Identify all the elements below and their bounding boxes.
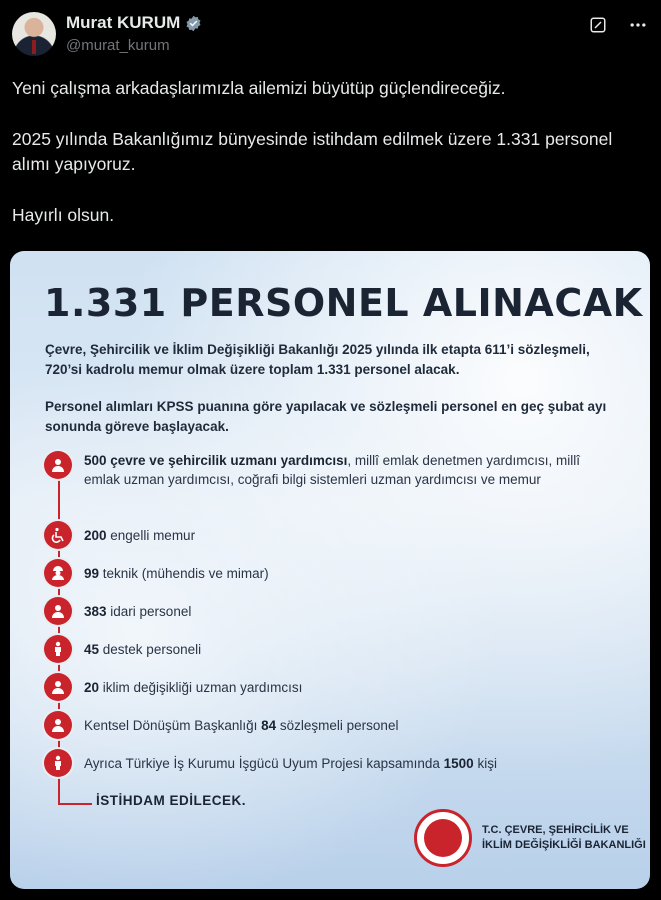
item-bold: 1500	[443, 756, 474, 771]
item-bold: 200	[84, 528, 107, 543]
ministry-name	[482, 823, 646, 853]
ministry-logo	[414, 809, 646, 867]
item-bold: 99	[84, 566, 100, 581]
item-rest: idari personel	[106, 604, 192, 619]
employ-dot: .	[241, 793, 247, 808]
list-item	[44, 749, 594, 777]
list-item	[44, 559, 594, 587]
verified-badge-icon	[185, 15, 202, 32]
item-rest: destek personeli	[99, 642, 202, 657]
item-rest: engelli memur	[106, 528, 196, 543]
card-title: 1.331 PERSONEL ALINACAK	[44, 281, 643, 325]
post-header	[12, 10, 649, 58]
list-item	[44, 451, 594, 489]
grok-icon[interactable]	[587, 14, 609, 36]
item-bold: 20	[84, 680, 100, 695]
worker-icon	[44, 451, 72, 479]
item-rest: sözleşmeli personel	[276, 718, 399, 733]
engineer-icon	[44, 559, 72, 587]
post-paragraph: Hayırlı olsun.	[12, 205, 115, 225]
urban-worker-icon	[44, 711, 72, 739]
card-intro-2: Personel alımları KPSS puanına göre yapılacak ve sözleşmeli personel en geç şubat ayı sonunda göreve başlayacak.	[45, 399, 607, 434]
item-bold: 45	[84, 642, 100, 657]
climate-expert-icon	[44, 673, 72, 701]
item-pre: Kentsel Dönüşüm Başkanlığı	[84, 718, 262, 733]
iskur-worker-icon	[44, 749, 72, 777]
admin-staff-icon	[44, 597, 72, 625]
post-image[interactable]	[10, 251, 650, 889]
avatar[interactable]	[12, 12, 56, 56]
list-item	[44, 521, 594, 549]
ministry-line-1: T.C. ÇEVRE, ŞEHİRCİLİK VE	[482, 824, 629, 836]
item-rest: iklim değişikliği uzman yardımcısı	[99, 680, 303, 695]
post-text	[12, 76, 642, 254]
header-actions	[587, 14, 649, 36]
author-name-row[interactable]	[66, 13, 202, 33]
employ-label	[96, 793, 246, 808]
more-icon[interactable]	[627, 14, 649, 36]
timeline-end	[58, 803, 92, 805]
item-bold: 383	[84, 604, 107, 619]
list-item	[44, 597, 594, 625]
post-paragraph: Yeni çalışma arkadaşlarımızla ailemizi büyütüp güçlendireceğiz.	[12, 78, 506, 98]
author-handle[interactable]: @murat_kurum	[66, 37, 170, 54]
list-item	[44, 711, 594, 739]
item-bold: 500 çevre ve şehircilik uzmanı yardımcısı	[84, 453, 348, 468]
item-rest: , millî emlak denetmen yardımcısı, millî emlak uzman yardımcısı, coğrafi bilgi sistemleri uzman yardımcısı ve memur	[84, 453, 580, 487]
item-rest: kişi	[473, 756, 497, 771]
wheelchair-icon	[44, 521, 72, 549]
employ-text: İSTİHDAM EDİLECEK	[96, 793, 242, 808]
item-pre: Ayrıca Türkiye İş Kurumu İşgücü Uyum Projesi kapsamında	[84, 756, 444, 771]
list-item	[44, 673, 594, 701]
author-name[interactable]: Murat KURUM	[66, 13, 181, 32]
support-staff-icon	[44, 635, 72, 663]
item-rest: teknik (mühendis ve mimar)	[99, 566, 269, 581]
item-bold: 84	[261, 718, 277, 733]
ministry-line-2: İKLİM DEĞİŞİKLİĞİ BAKANLIĞI	[482, 839, 646, 851]
list-item	[44, 635, 594, 663]
card-intro: Çevre, Şehircilik ve İklim Değişikliği Bakanlığı 2025 yılında ilk etapta 611’i sözleşmeli, 720’si kadrolu memur olmak üzere toplam 1.331 personel alacak.	[45, 342, 590, 377]
ministry-seal-icon	[414, 809, 472, 867]
post-paragraph: 2025 yılında Bakanlığımız bünyesinde istihdam edilmek üzere 1.331 personel alımı yapıyoruz.	[12, 129, 613, 174]
